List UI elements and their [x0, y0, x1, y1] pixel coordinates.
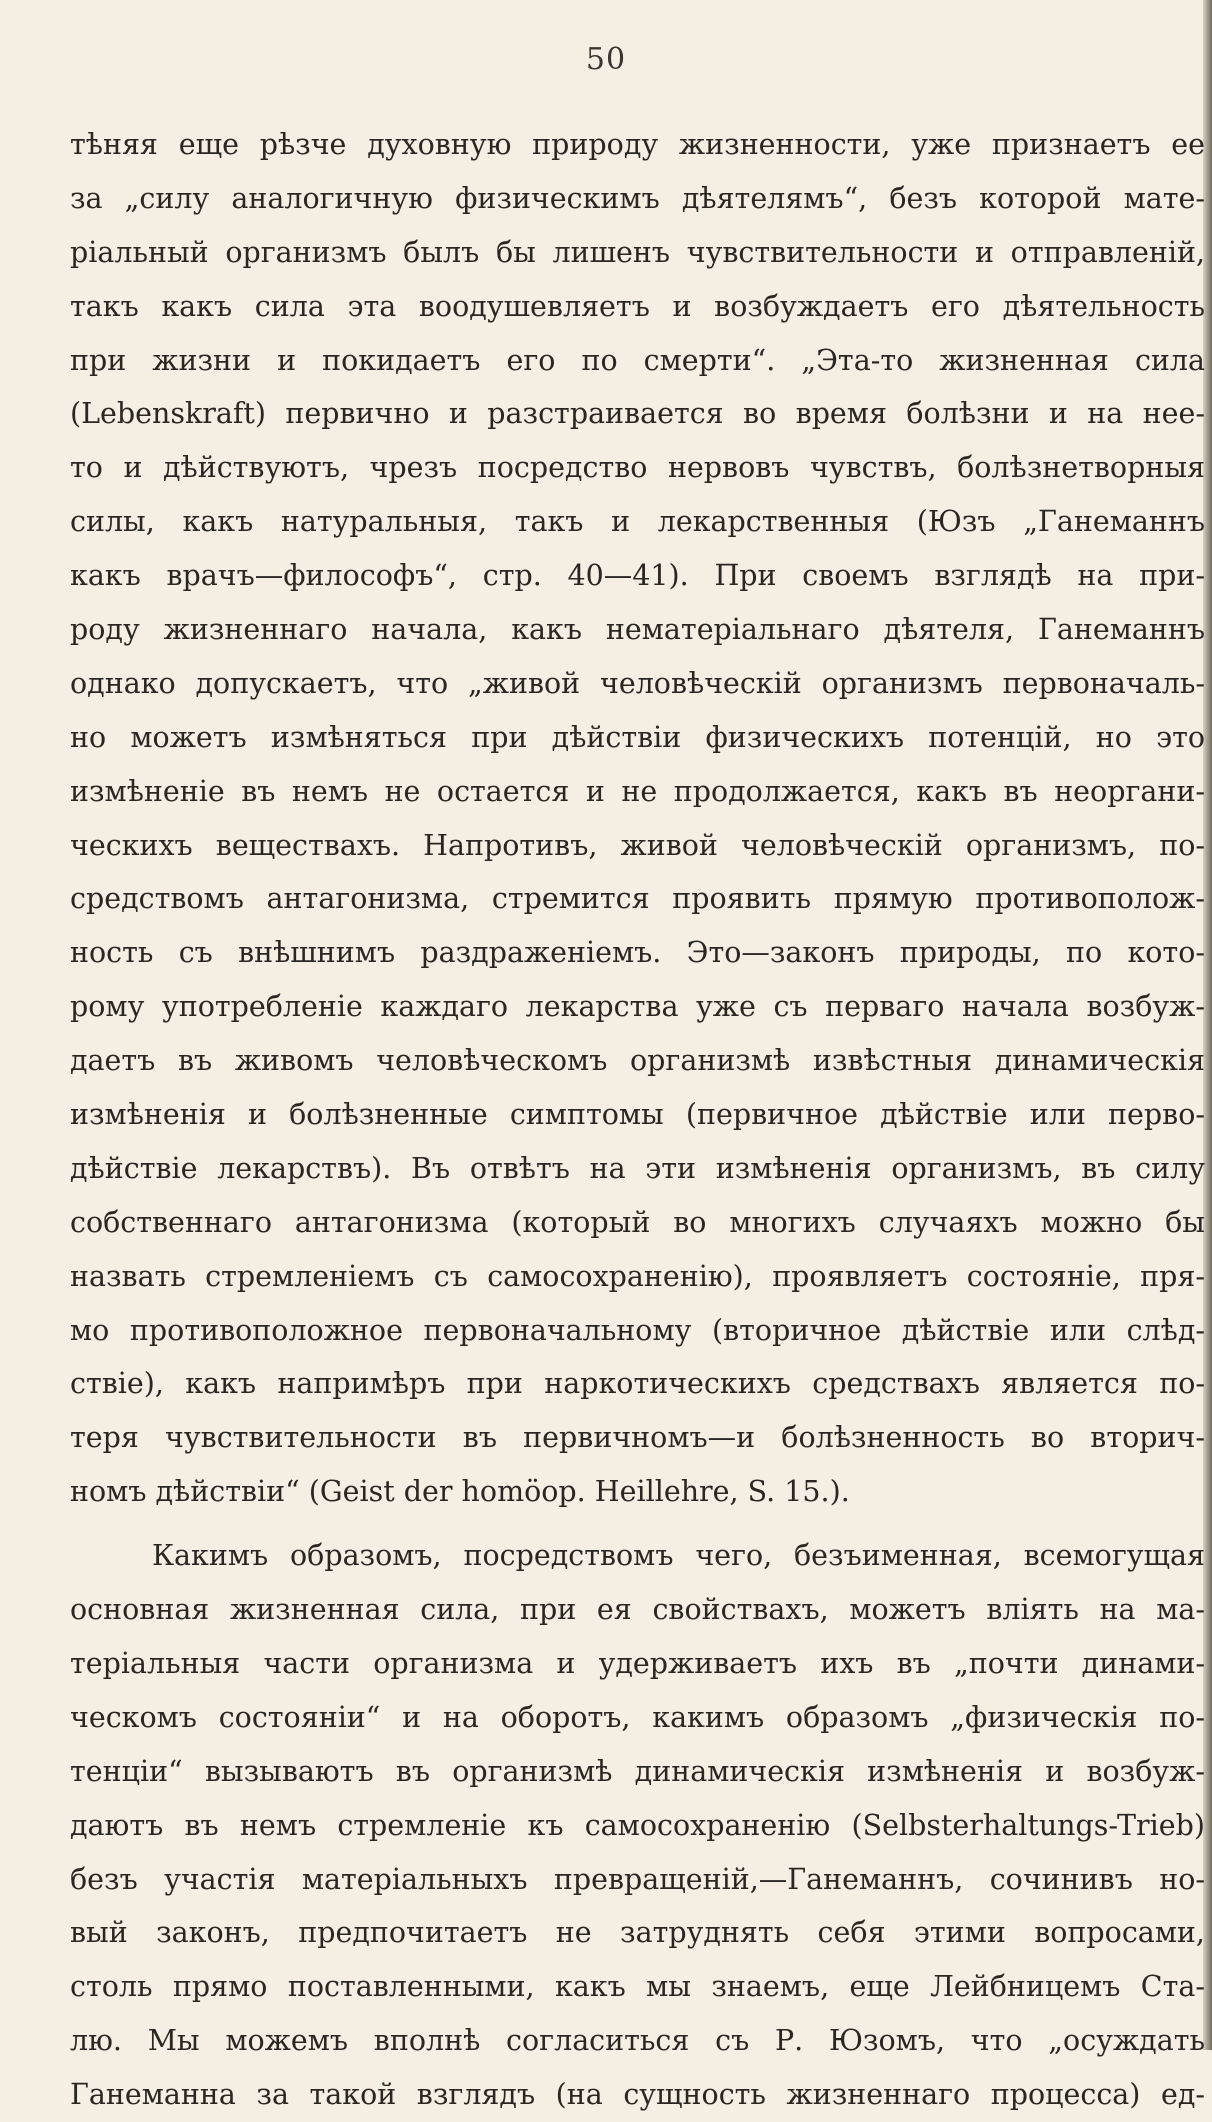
text-line: то и дѣйствуютъ, чрезъ посредство нервовъ чувствъ, болѣзнетворныя — [70, 451, 1205, 485]
text-line: ствіе), какъ напримѣръ при наркотическихъ средствахъ является по- — [70, 1367, 1205, 1401]
text-line: теря чувствительности въ первичномъ—и болѣзненность во вторич- — [70, 1421, 1205, 1455]
text-line: силы, какъ натуральныя, такъ и лекарственныя (Юзъ „Ганеманнъ — [70, 505, 1205, 539]
text-line: даетъ въ живомъ человѣческомъ организмѣ извѣстныя динамическія — [70, 1044, 1205, 1078]
text-line: при жизни и покидаетъ его по смерти“. „Эта-то жизненная сила — [70, 343, 1205, 377]
text-line: Ганеманна за такой взглядъ (на сущность жизненнаго процесса) ед- — [70, 2078, 1205, 2112]
text-line: дѣйствіе лекарствъ). Въ отвѣтъ на эти измѣненія организмъ, въ силу — [70, 1151, 1205, 1185]
text-line: безъ участія матеріальныхъ превращеній,—Ганеманнъ, сочинивъ но- — [70, 1862, 1205, 1896]
text-line: измѣненіе въ немъ не остается и не продолжается, какъ въ неоргани- — [70, 774, 1205, 808]
text-line: ческихъ веществахъ. Напротивъ, живой человѣческій организмъ, по- — [70, 828, 1205, 862]
text-line: роду жизненнаго начала, какъ нематеріальнаго дѣятеля, Ганеманнъ — [70, 613, 1205, 647]
text-line: за „силу аналогичную физическимъ дѣятелямъ“, безъ которой мате- — [70, 181, 1205, 215]
body-text — [70, 118, 1205, 2122]
text-line: вый законъ, предпочитаетъ не затруднять себя этими вопросами, — [70, 1916, 1205, 1950]
text-line: средствомъ антагонизма, стремится проявить прямую противополож- — [70, 882, 1205, 916]
text-line: но можетъ измѣняться при дѣйствіи физическихъ потенцій, но это — [70, 720, 1205, 754]
text-line: ность съ внѣшнимъ раздраженіемъ. Это—законъ природы, по кото- — [70, 936, 1205, 970]
text-line: даютъ въ немъ стремленіе къ самосохраненію (Selbsterhaltungs-Trieb) — [70, 1808, 1205, 1842]
text-line: рому употребленіе каждаго лекарства уже съ перваго начала возбуж- — [70, 990, 1205, 1024]
text-line: такъ какъ сила эта воодушевляетъ и возбуждаетъ его дѣятельность — [70, 289, 1205, 323]
text-line: тенціи“ вызываютъ въ организмѣ динамическія измѣненія и возбуж- — [70, 1754, 1205, 1788]
page-number: 50 — [585, 42, 627, 77]
text-line: столь прямо поставленными, какъ мы знаемъ, еще Лейбницемъ Ста- — [70, 1970, 1205, 2004]
text-line: (Lebenskraft) первично и разстраивается во время болѣзни и на нее- — [70, 397, 1205, 431]
text-line: назвать стремленіемъ съ самосохраненію), проявляетъ состояніе, пря- — [70, 1259, 1205, 1293]
text-line: теріальныя части организма и удерживаетъ ихъ въ „почти динами- — [70, 1646, 1205, 1680]
text-line: однако допускаетъ, что „живой человѣческій организмъ первоначаль- — [70, 666, 1205, 700]
text-line: основная жизненная сила, при ея свойствахъ, можетъ вліять на ма- — [70, 1593, 1205, 1627]
text-line: ческомъ состояніи“ и на оборотъ, какимъ образомъ „физическія по- — [70, 1700, 1205, 1734]
text-line: номъ дѣйствіи“ (Geist der homöop. Heillehre, S. 15.). — [70, 1475, 850, 1509]
text-line: ріальный организмъ былъ бы лишенъ чувствительности и отправленій, — [70, 235, 1205, 269]
text-line: собственнаго антагонизма (который во многихъ случаяхъ можно бы — [70, 1205, 1205, 1239]
text-line: измѣненія и болѣзненные симптомы (первичное дѣйствіе или перво- — [70, 1098, 1205, 1132]
text-line: лю. Мы можемъ вполнѣ согласиться съ Р. Юзомъ, что „осуждать — [70, 2024, 1205, 2058]
text-line: тѣняя еще рѣзче духовную природу жизненности, уже признаетъ ее — [70, 128, 1205, 161]
text-line: какъ врачъ—философъ“, стр. 40—41). При своемъ взглядѣ на при- — [70, 559, 1205, 593]
text-line: мо противоположное первоначальному (вторичное дѣйствіе или слѣд- — [70, 1313, 1205, 1347]
paragraph-start-line: Какимъ образомъ, посредствомъ чего, безъименная, всемогущая — [152, 1539, 1205, 1573]
